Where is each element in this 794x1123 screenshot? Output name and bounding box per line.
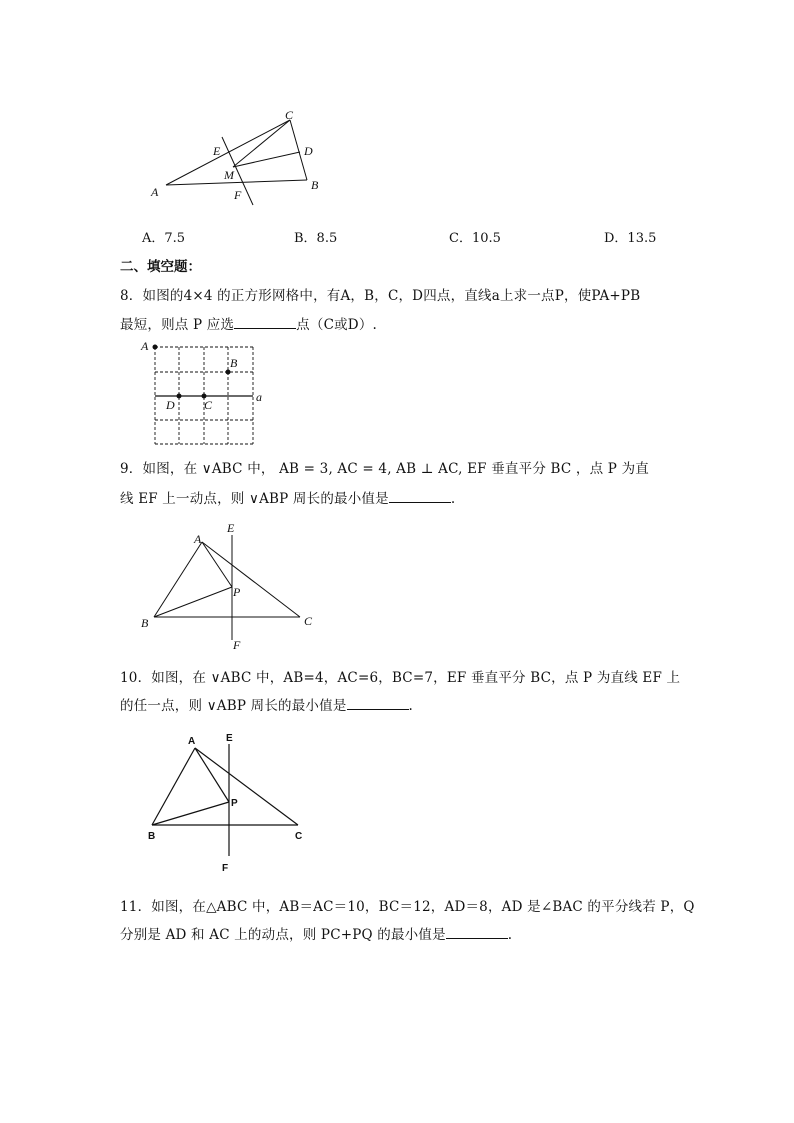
- q11-line2-end: .: [507, 927, 513, 943]
- q11-line1: 11．如图，在△ABC 中，AB＝AC＝10，BC＝12，AD＝8，AD 是∠BAC 的平分线若 P，Q: [120, 899, 695, 915]
- q9-label-p: P: [233, 585, 241, 599]
- q9-line2-text: 线 EF 上一动点，则 ∨ABP 周长的最小值是: [120, 491, 389, 507]
- q7-option-a: A．7.5: [142, 231, 186, 246]
- q8-label-b: B: [230, 356, 238, 370]
- q9-label-b: B: [141, 616, 149, 630]
- q10-line2-end: .: [408, 698, 414, 714]
- q9-line2-end: .: [450, 491, 456, 507]
- q7-label-a: A: [151, 185, 159, 199]
- q7-label-d: D: [304, 144, 313, 158]
- q7-label-c: C: [285, 108, 294, 122]
- q8-line2-text: 最短，则点 P 应选: [120, 317, 235, 333]
- q11-answer-blank: [446, 926, 508, 939]
- q10-label-b: B: [148, 831, 156, 842]
- q10-label-c: C: [295, 831, 303, 842]
- q10-label-e: E: [226, 733, 233, 744]
- q8-line2-end: 点（C或D）.: [296, 317, 378, 333]
- q9-line1: 9．如图，在 ∨ABC 中， AB = 3, AC = 4, AB ⊥ AC, EF 垂直平分 BC ，点 P 为直: [120, 461, 649, 477]
- q7-figure: [140, 105, 340, 210]
- q7-label-m: M: [224, 168, 234, 182]
- q7-option-b: B．8.5: [294, 231, 338, 246]
- q8-label-d: D: [166, 398, 175, 412]
- q11-line2-text: 分别是 AD 和 AC 上的动点，则 PC+PQ 的最小值是: [120, 927, 446, 943]
- section-heading: 二、填空题：: [120, 259, 201, 275]
- q10-label-p: P: [231, 798, 238, 809]
- q8-grid-figure: [136, 338, 271, 450]
- q7-option-d: D．13.5: [604, 231, 657, 246]
- q8-answer-blank: [234, 316, 296, 329]
- q9-label-e: E: [227, 521, 235, 535]
- q7-label-f: F: [234, 188, 242, 202]
- q10-line1: 10．如图，在 ∨ABC 中，AB=4，AC=6，BC=7，EF 垂直平分 BC，点 P 为直线 EF 上: [120, 670, 681, 686]
- q8-line2: [120, 313, 377, 333]
- q8-label-a: A: [141, 339, 149, 353]
- q11-line2: [120, 923, 512, 943]
- q10-label-a: A: [188, 736, 196, 747]
- q7-label-e: E: [213, 144, 221, 158]
- q8-label-c: C: [204, 398, 213, 412]
- q10-line2-text: 的任一点，则 ∨ABP 周长的最小值是: [120, 698, 347, 714]
- q9-label-c: C: [304, 614, 313, 628]
- q9-label-a: A: [194, 532, 202, 546]
- q10-line2: [120, 694, 413, 714]
- q10-figure: [140, 728, 320, 878]
- q8-line1: 8．如图的4×4 的正方形网格中，有A，B，C，D四点，直线a上求一点P，使PA+PB: [120, 288, 641, 304]
- q9-label-f: F: [233, 638, 241, 652]
- q9-line2: [120, 487, 455, 507]
- q7-label-b: B: [311, 178, 319, 192]
- q10-answer-blank: [347, 697, 409, 710]
- q8-label-line-a: a: [256, 390, 262, 404]
- q10-label-f: F: [222, 863, 229, 874]
- q9-answer-blank: [389, 490, 451, 503]
- q9-figure: [136, 515, 326, 655]
- q7-option-c: C．10.5: [449, 231, 501, 246]
